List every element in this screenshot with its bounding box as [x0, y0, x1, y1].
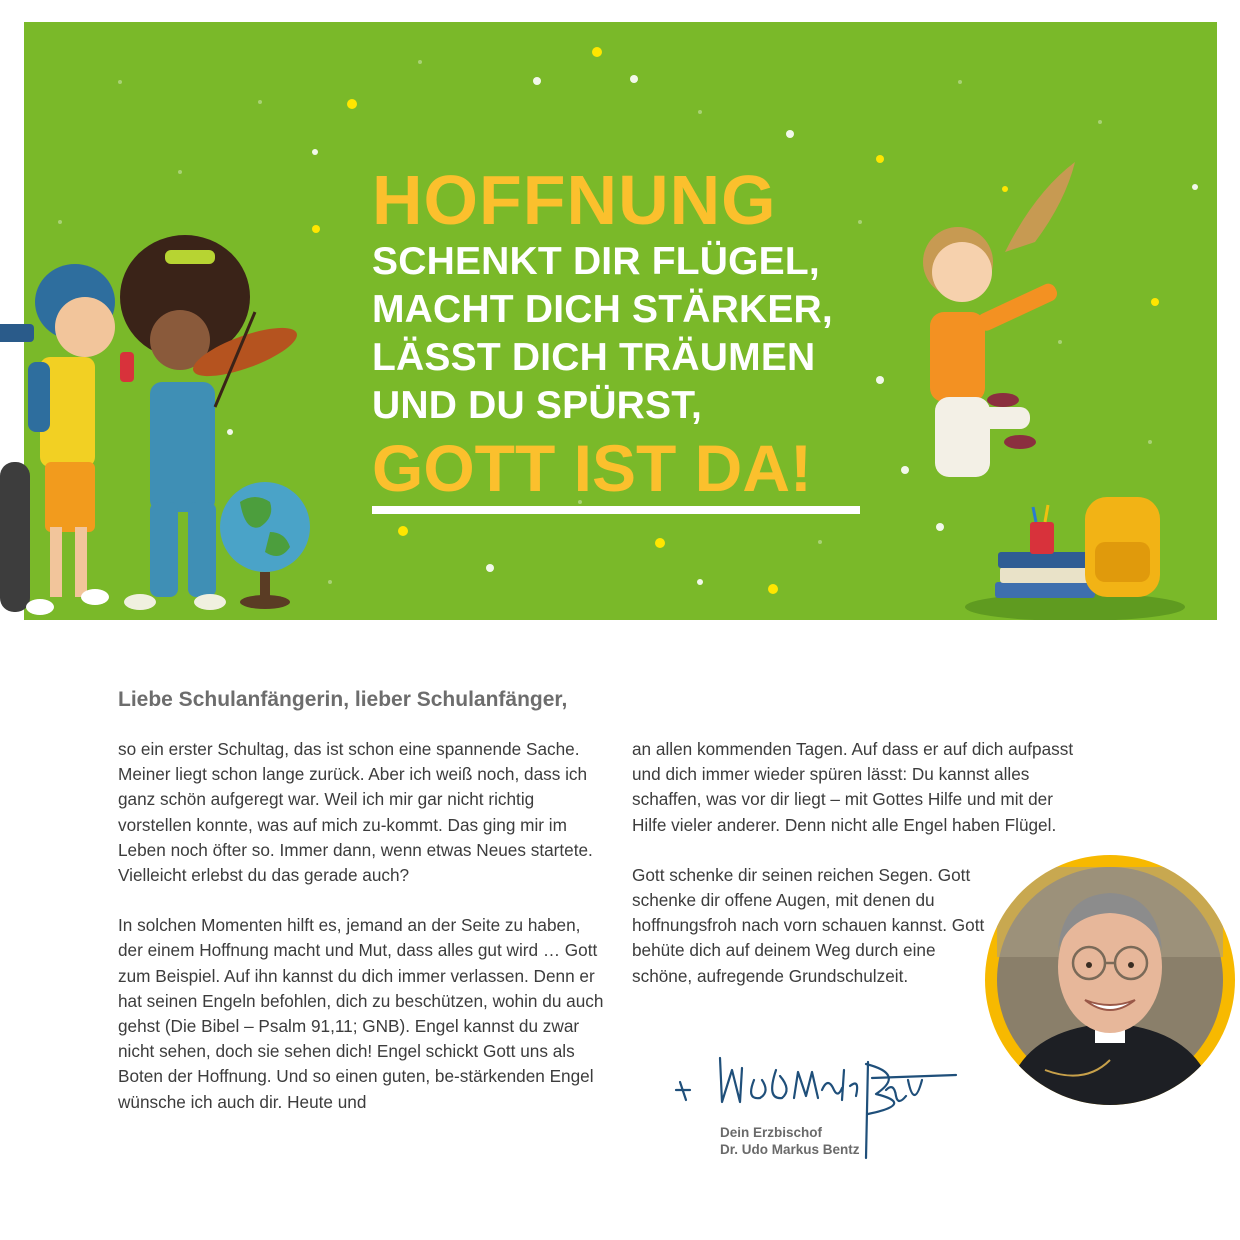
letter-paragraph: Gott schenke dir seinen reichen Segen. Gott schenke dir offene Augen, mit denen du hoffnungsfroh nach vorn schauen kannst. Gott behüte dich auf deinem Weg durch eine schöne, aufregende Grundschulzeit.	[632, 864, 985, 986]
headline-title: HOFFNUNG	[372, 161, 777, 239]
bishop-portrait	[985, 855, 1235, 1105]
signature-name: Dr. Udo Markus Bentz	[720, 1142, 860, 1157]
letter-column-left	[118, 737, 608, 1140]
letter-paragraph: so ein erster Schultag, das ist schon eine spannende Sache. Meiner liegt schon lange zurück. Aber ich weiß noch, dass ich ganz schön aufgeregt war. Weil ich mir gar nicht richtig vorstellen konnte, was auf mich zu-kommt. Das ging mir im Leben noch öfter so. Immer dann, wenn etwas Neues startete. Vielleicht erlebst du das gerade auch?	[118, 739, 593, 886]
headline-final: GOTT IST DA!	[372, 431, 812, 505]
headline-line-4: UND DU SPÜRST,	[372, 384, 702, 427]
signature-caption	[720, 1124, 860, 1158]
hero-banner	[0, 22, 1217, 620]
headline-line-3: LÄSST DICH TRÄUMEN	[372, 336, 816, 379]
headline	[372, 162, 892, 504]
letter-paragraph: In solchen Momenten hilft es, jemand an der Seite zu haben, der einem Hoffnung macht und Mut, dass alles gut wird … Gott zum Beispiel. Auf ihn kannst du dich immer verlassen. Denn er hat seinen Engeln befohlen, dich zu beschützen, wohin du auch gehst (Die Bibel – Psalm 91,11; GNB). Engel kannst du zwar nicht sehen, doch sie sehen dich! Engel schickt Gott uns als Boten der Hoffnung. Und so einen guten, be-stärkenden Engel wünsche ich auch dir. Heute und	[118, 915, 604, 1112]
letter-paragraph: an allen kommenden Tagen. Auf dass er auf dich aufpasst und dich immer wieder spüren lässt: Du kannst alles schaffen, was vor dir liegt – mit Gottes Hilfe und mit der Hilfe vieler anderer. Denn nicht alle Engel haben Flügel.	[632, 739, 1074, 835]
headline-line-2: MACHT DICH STÄRKER,	[372, 288, 833, 331]
letter-greeting: Liebe Schulanfängerin, lieber Schulanfänger,	[118, 688, 568, 711]
headline-underline	[372, 506, 860, 514]
headline-line-1: SCHENKT DIR FLÜGEL,	[372, 240, 820, 283]
portrait-illustration	[985, 855, 1235, 1105]
signature-title: Dein Erzbischof	[720, 1125, 823, 1140]
